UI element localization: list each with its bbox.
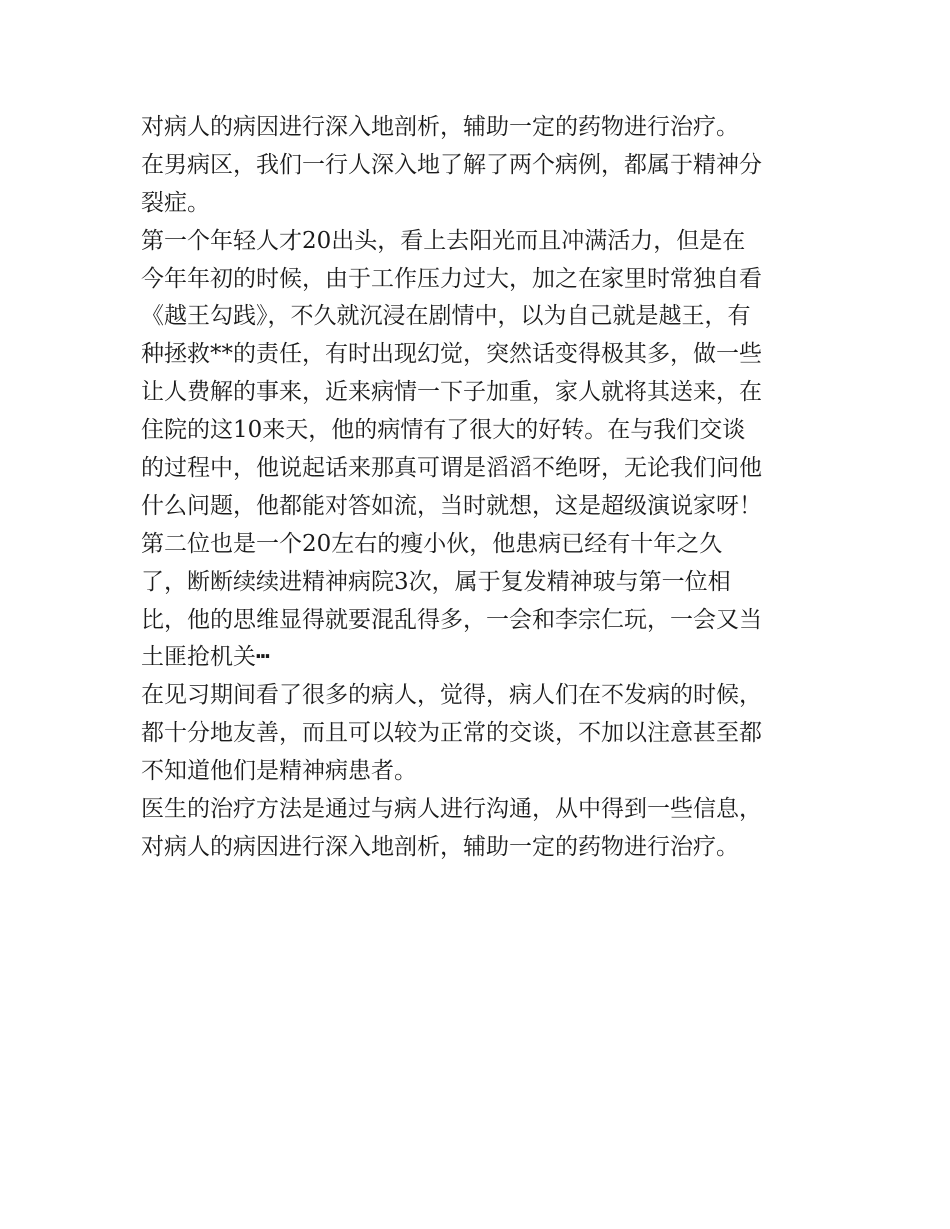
text-line: 在男病区，我们一行人深入地了解了两个病例，都属于精神分 [141, 151, 762, 178]
text-line: 比，他的思维显得就要混乱得多，一会和李宗仁玩，一会又当 [141, 606, 762, 633]
text-line: 都十分地友善，而且可以较为正常的交谈，不加以注意甚至都 [141, 720, 762, 747]
text-line: 住院的这10来天，他的病情有了很大的好转。在与我们交谈 [141, 417, 746, 444]
text-line: 了，断断续续进精神病院3次，属于复发精神玻与第一位相 [141, 568, 731, 595]
text-line: 让人费解的事来，近来病情一下子加重，家人就将其送来，在 [141, 379, 762, 406]
body-text [141, 109, 821, 867]
text-line: 对病人的病因进行深入地剖析，辅助一定的药物进行治疗。 [141, 833, 739, 860]
text-line: 裂症。 [141, 189, 210, 216]
text-line: 种拯救**的责任，有时出现幻觉，突然话变得极其多，做一些 [141, 341, 762, 368]
text-line: 不知道他们是精神病患者。 [141, 758, 417, 785]
text-line: 第二位也是一个20左右的瘦小伙，他患病已经有十年之久 [141, 530, 723, 557]
text-line: 对病人的病因进行深入地剖析，辅助一定的药物进行治疗。 [141, 114, 739, 140]
text-line: 今年年初的时候，由于工作压力过大，加之在家里时常独自看 [141, 265, 762, 292]
text-line: 土匪抢机关┅ [141, 644, 270, 671]
text-line: 在见习期间看了很多的病人，觉得，病人们在不发病的时候， [141, 682, 762, 709]
text-line: 《越王勾践》，不久就沉浸在剧情中，以为自己就是越王，有 [141, 303, 751, 330]
text-line: 医生的治疗方法是通过与病人进行沟通，从中得到一些信息， [141, 796, 762, 823]
text-line: 第一个年轻人才20出头，看上去阳光而且冲满活力，但是在 [141, 227, 746, 254]
text-line: 的过程中，他说起话来那真可谓是滔滔不绝呀，无论我们问他 [141, 455, 762, 482]
text-line: 什么问题，他都能对答如流，当时就想，这是超级演说家呀！ [141, 492, 762, 519]
